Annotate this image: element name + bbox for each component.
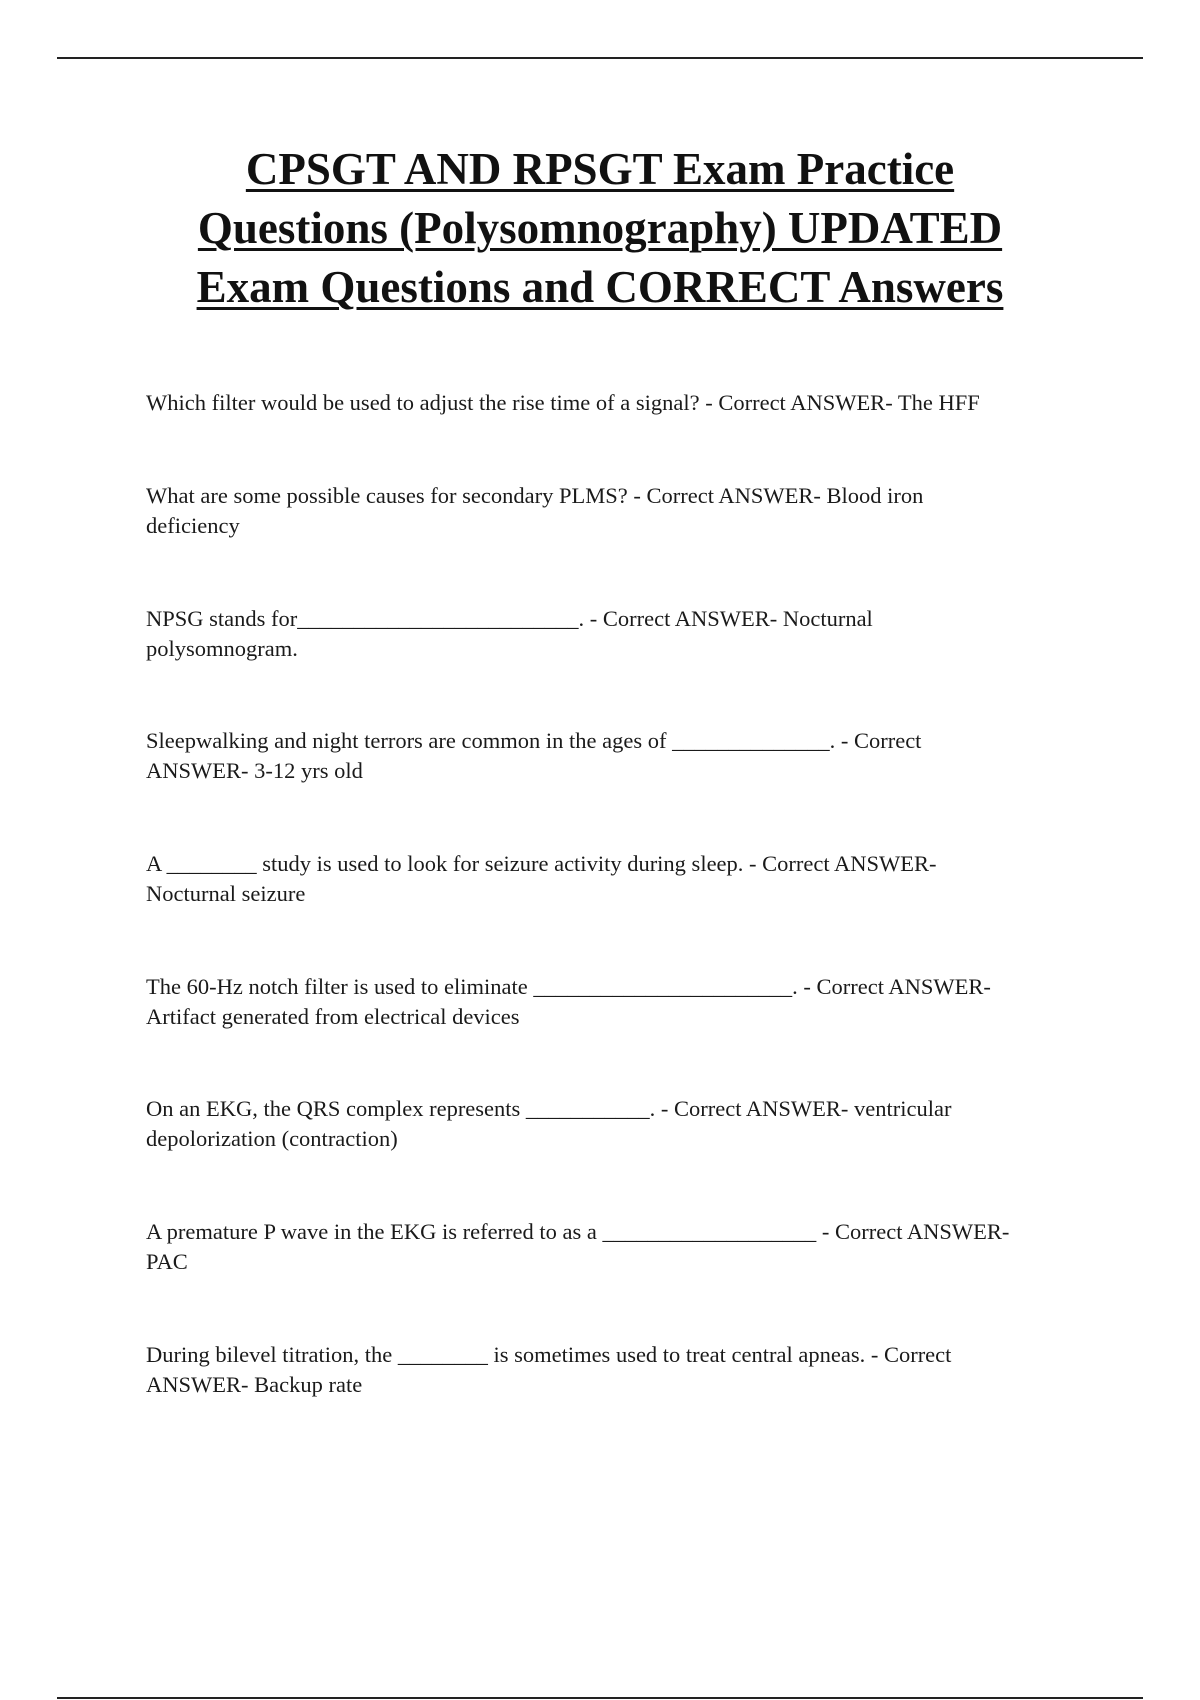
qa-line-1: NPSG stands for_________________________. - Correct ANSWER- Nocturnal bbox=[146, 606, 873, 631]
qa-line-1: A premature P wave in the EKG is referred to as a ___________________ - Correct ANSWER- bbox=[146, 1219, 1010, 1244]
title-line-3: Exam Questions and CORRECT Answers bbox=[196, 262, 1004, 312]
qa-line-2: ANSWER- Backup rate bbox=[146, 1372, 363, 1397]
qa-item-1 bbox=[146, 388, 1096, 418]
qa-line-1: On an EKG, the QRS complex represents ___________. - Correct ANSWER- ventricular bbox=[146, 1096, 952, 1121]
qa-line-1: Which filter would be used to adjust the rise time of a signal? - Correct ANSWER- The HFF bbox=[146, 390, 980, 415]
qa-line-2: Artifact generated from electrical devices bbox=[146, 1004, 520, 1029]
qa-item-5 bbox=[146, 849, 1096, 909]
qa-line-2: depolorization (contraction) bbox=[146, 1126, 398, 1151]
qa-item-8 bbox=[146, 1217, 1096, 1277]
title-line-2: Questions (Polysomnography) UPDATED bbox=[197, 203, 1003, 253]
title-line-1: CPSGT AND RPSGT Exam Practice bbox=[245, 144, 955, 194]
qa-line-2: Nocturnal seizure bbox=[146, 881, 306, 906]
qa-line-1: A ________ study is used to look for seizure activity during sleep. - Correct ANSWER- bbox=[146, 851, 937, 876]
qa-item-4 bbox=[146, 726, 1096, 786]
qa-item-7 bbox=[146, 1094, 1096, 1154]
top-rule bbox=[57, 57, 1143, 59]
qa-line-1: The 60-Hz notch filter is used to eliminate _______________________. - Correct ANSWER- bbox=[146, 974, 991, 999]
document-title bbox=[0, 140, 1200, 317]
qa-line-2: deficiency bbox=[146, 513, 240, 538]
bottom-rule bbox=[57, 1697, 1143, 1699]
qa-item-9 bbox=[146, 1340, 1096, 1400]
qa-line-2: PAC bbox=[146, 1249, 188, 1274]
qa-line-2: polysomnogram. bbox=[146, 636, 298, 661]
qa-line-1: During bilevel titration, the ________ is sometimes used to treat central apneas. - Correct bbox=[146, 1342, 952, 1367]
qa-line-2: ANSWER- 3-12 yrs old bbox=[146, 758, 363, 783]
qa-item-2 bbox=[146, 481, 1096, 541]
qa-item-6 bbox=[146, 972, 1096, 1032]
qa-item-3 bbox=[146, 604, 1096, 664]
qa-line-1: Sleepwalking and night terrors are common in the ages of ______________. - Correct bbox=[146, 728, 922, 753]
qa-line-1: What are some possible causes for secondary PLMS? - Correct ANSWER- Blood iron bbox=[146, 483, 924, 508]
